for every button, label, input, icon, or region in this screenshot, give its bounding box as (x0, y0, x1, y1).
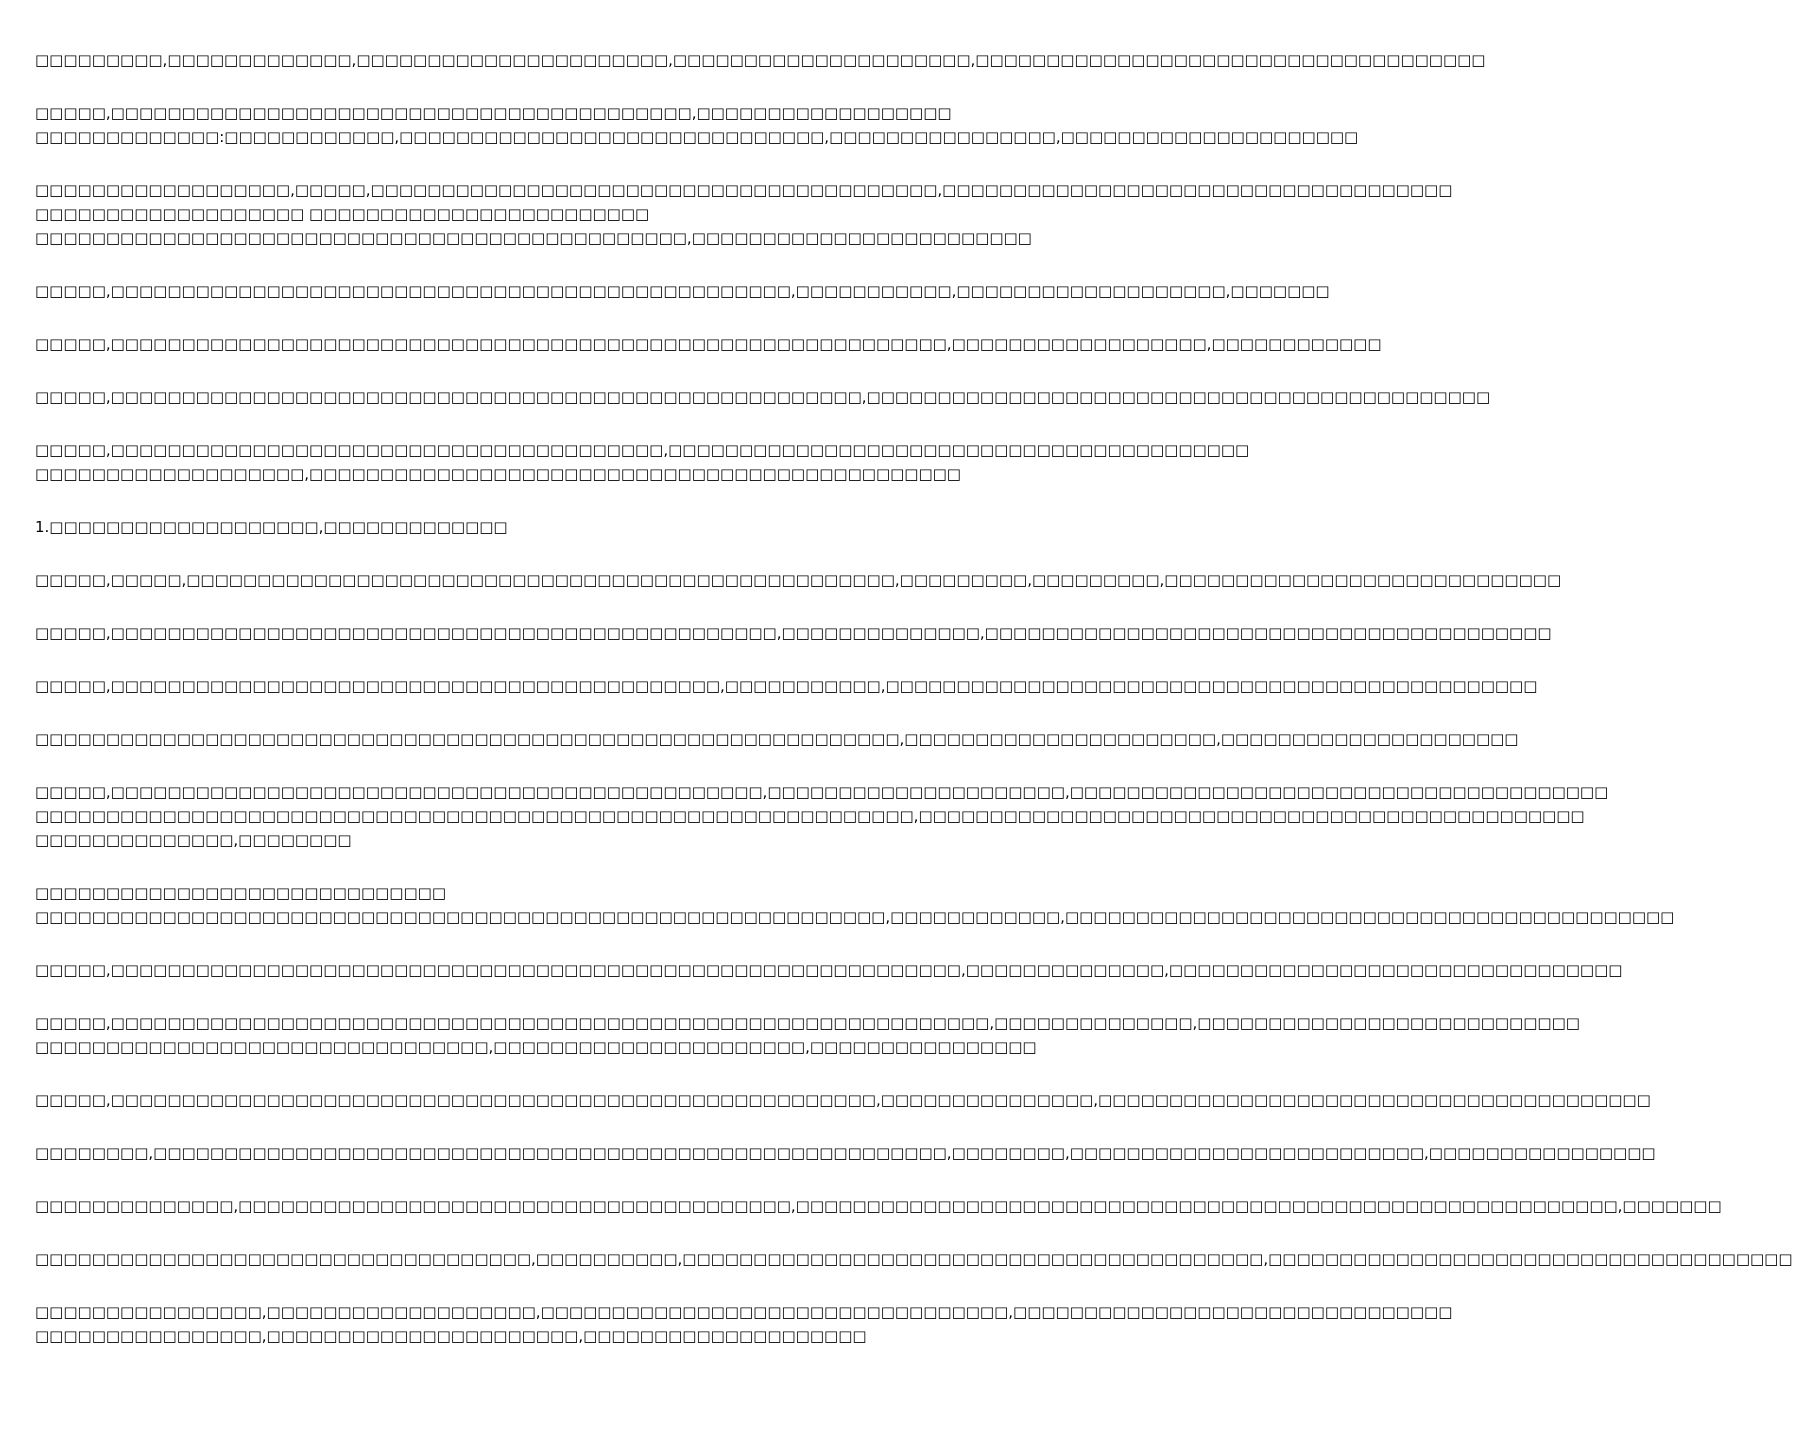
text-line: □□□□□,□□□□□□□□□□□□□□□□□□□□□□□□□□□□□□□□□□□□□□□,□□□□□□□□□□□□□□□□□□□□□□□□□□□□□□□□□□□□□□□□□ (35, 441, 1250, 459)
text-line: □□□□□□□□□□□□□□□□□□,□□□□□,□□□□□□□□□□□□□□□□□□□□□□□□□□□□□□□□□□□□□□□□,□□□□□□□□□□□□□□□□□□□□□□□□□□□□□□□□□□□□ (35, 181, 1453, 199)
text-line: □□□□□□□□□□□□□□,□□□□□□□□□□□□□□□□□□□□□□□□□□□□□□□□□□□□□□□,□□□□□□□□□□□□□□□□□□□□□□□□□□□□□□□□□□□□□□□□□□□□□□□□□□□□□□□□□□,□□□□□□□ (35, 1197, 1722, 1215)
paragraph (35, 1300, 1453, 1348)
text-line: □□□□□,□□□□□□□□□□□□□□□□□□□□□□□□□□□□□□□□□□□□□□□□□□□,□□□□□□□□□□□,□□□□□□□□□□□□□□□□□□□□□□□□□□□□□□□□□□□□□□□□□□□□□□ (35, 677, 1538, 695)
text-line: □□□□□,□□□□□,□□□□□□□□□□□□□□□□□□□□□□□□□□□□□□□□□□□□□□□□□□□□□□□□□□,□□□□□□□□□,□□□□□□□□□,□□□□□□□□□□□□□□□□□□□□□□□□□□□□ (35, 571, 1562, 589)
paragraph (35, 1247, 1793, 1271)
paragraph (35, 568, 1562, 592)
text-line: □□□□□□□□□□□□□□□□□□□,□□□□□□□□□□□□□□□□□□□□□□□□□□□□□□□□□□□□□□□□□□□□□□ (35, 465, 961, 483)
text-line: □□□□□□□□□□□□□□□□□□□□□□□□□□□□□□□□□□□□□□□□□□□□□□□□□□□□□□□□□□□□□,□□□□□□□□□□□□□□□□□□□□□□,□□□□□□□□□□□□□□□□□□□□□ (35, 730, 1519, 748)
paragraph (35, 515, 989, 539)
text-line: □□□□□□□□□□□□□□□□□□□□□□□□□□□□□□□□□□□□□□□□□□□□□□,□□□□□□□□□□□□□□□□□□□□□□□□ (35, 229, 1032, 247)
text-line: □□□□□□□□□□□□□□□□□□□□□□□□□□□□□□□□□□□□□□□□□□□□□□□□□□□□□□□□□□□□,□□□□□□□□□□□□,□□□□□□□□□□□□□□□□□□□□□□□□□□□□□□□□□□□□□□□□□□□ (35, 908, 1675, 926)
text-line: □□□□□,□□□□□□□□□□□□□□□□□□□□□□□□□□□□□□□□□□□□□□□□□□□□□□□□□□□□□□,□□□□□□□□□□□□□□□,□□□□□□□□□□□□□□□□□□□□□□□□□□□□□□□□□□□□□□□ (35, 1091, 1651, 1109)
paragraph (35, 958, 1623, 982)
paragraph (35, 1141, 1656, 1165)
text-line: □□□□□□□□□□□□□□□□□□□□□□□□□□□□□ (35, 884, 446, 902)
text-line: □□□□□□□□□□□□□□,□□□□□□□□ (35, 831, 352, 849)
text-line: □□□□□□□□□□□□□□□□,□□□□□□□□□□□□□□□□□□□□□□,□□□□□□□□□□□□□□□□□□□□ (35, 1327, 867, 1345)
paragraph (35, 727, 1519, 751)
text-line: □□□□□,□□□□□□□□□□□□□□□□□□□□□□□□□□□□□□□□□□□□□□□□□□□□□□□□□□□□□□□□□□□,□□□□□□□□□□□□□□□□□□,□□□□□□□□□□□□ (35, 335, 1382, 353)
text-line: □□□□□□□□□□□□□□□□□□□□□□□□□□□□□□□□,□□□□□□□□□□□□□□□□□□□□□□,□□□□□□□□□□□□□□□□ (35, 1038, 1037, 1056)
paragraph (35, 101, 1359, 149)
text-line: 1.□□□□□□□□□□□□□□□□□□□,□□□□□□□□□□□□□ (35, 518, 508, 536)
text-line: □□□□□,□□□□□□□□□□□□□□□□□□□□□□□□□□□□□□□□□□□□□□□□□□□□□□,□□□□□□□□□□□□□□□□□□□□□,□□□□□□□□□□□□□□□□□□□□□□□□□□□□□□□□□□□□□□ (35, 783, 1609, 801)
paragraph (35, 279, 1330, 303)
text-line: □□□□□□□□,□□□□□□□□□□□□□□□□□□□□□□□□□□□□□□□□□□□□□□□□□□□□□□□□□□□□□□□□,□□□□□□□□,□□□□□□□□□□□□□□□□□□□□□□□□□,□□□□□□□□□□□□□□□□ (35, 1144, 1656, 1162)
text-line: □□□□□□□□□,□□□□□□□□□□□□□,□□□□□□□□□□□□□□□□□□□□□□,□□□□□□□□□□□□□□□□□□□□□,□□□□□□□□□□□□□□□□□□□□□□□□□□□□□□□□□□□□ (35, 51, 1486, 69)
paragraph (35, 1011, 1580, 1059)
text-line: □□□□□□□□□□□□□□□□,□□□□□□□□□□□□□□□□□□□,□□□□□□□□□□□□□□□□□□□□□□□□□□□□□□□□□,□□□□□□□□□□□□□□□□□□□□□□□□□□□□□□□ (35, 1303, 1453, 1321)
text-line: □□□□□,□□□□□□□□□□□□□□□□□□□□□□□□□□□□□□□□□□□□□□□□□□□□□□□,□□□□□□□□□□□□□□,□□□□□□□□□□□□□□□□□□□□□□□□□□□□□□□□□□□□□□□□ (35, 624, 1552, 642)
paragraph (35, 674, 1538, 698)
text-line: □□□□□,□□□□□□□□□□□□□□□□□□□□□□□□□□□□□□□□□□□□□□□□□□□□□□□□,□□□□□□□□□□□,□□□□□□□□□□□□□□□□□□□,□□□□□□□ (35, 282, 1330, 300)
text-line: □□□□□□□□□□□□□□□□□□□ □□□□□□□□□□□□□□□□□□□□□□□□ (35, 205, 650, 223)
text-line: □□□□□□□□□□□□□□□□□□□□□□□□□□□□□□□□□□□,□□□□□□□□□□,□□□□□□□□□□□□□□□□□□□□□□□□□□□□□□□□□□□□□□□□□,□□□□□□□□□□□□□□□□□□□□□□□□□□□□□□□□□□□□□ (35, 1250, 1793, 1268)
paragraph (35, 1088, 1651, 1112)
paragraph (35, 385, 1491, 409)
paragraph (35, 1194, 1722, 1218)
paragraph (35, 48, 1486, 72)
text-line: □□□□□□□□□□□□□□□□□□□□□□□□□□□□□□□□□□□□□□□□□□□□□□□□□□□□□□□□□□□□□□,□□□□□□□□□□□□□□□□□□□□□□□□□□□□□□□□□□□□□□□□□□□□□□□ (35, 807, 1585, 825)
paragraph (35, 178, 1453, 250)
text-line: □□□□□,□□□□□□□□□□□□□□□□□□□□□□□□□□□□□□□□□□□□□□□□□,□□□□□□□□□□□□□□□□□□ (35, 104, 952, 122)
text-line: □□□□□,□□□□□□□□□□□□□□□□□□□□□□□□□□□□□□□□□□□□□□□□□□□□□□□□□□□□□□□□□□□□□□,□□□□□□□□□□□□□□,□□□□□□□□□□□□□□□□□□□□□□□□□□□ (35, 1014, 1580, 1032)
paragraph (35, 780, 1609, 852)
paragraph (35, 881, 1675, 929)
paragraph (35, 621, 1552, 645)
text-line: □□□□□,□□□□□□□□□□□□□□□□□□□□□□□□□□□□□□□□□□□□□□□□□□□□□□□□□□□□□,□□□□□□□□□□□□□□□□□□□□□□□□□□□□□□□□□□□□□□□□□□□□ (35, 388, 1491, 406)
paragraph (35, 438, 1250, 486)
text-line: □□□□□,□□□□□□□□□□□□□□□□□□□□□□□□□□□□□□□□□□□□□□□□□□□□□□□□□□□□□□□□□□□□,□□□□□□□□□□□□□□,□□□□□□□□□□□□□□□□□□□□□□□□□□□□□□□□ (35, 961, 1623, 979)
document-body (35, 48, 1793, 1377)
text-line: □□□□□□□□□□□□□:□□□□□□□□□□□□,□□□□□□□□□□□□□□□□□□□□□□□□□□□□□□,□□□□□□□□□□□□□□□□,□□□□□□□□□□□□□□□□□□□□□ (35, 128, 1359, 146)
paragraph (35, 332, 1382, 356)
